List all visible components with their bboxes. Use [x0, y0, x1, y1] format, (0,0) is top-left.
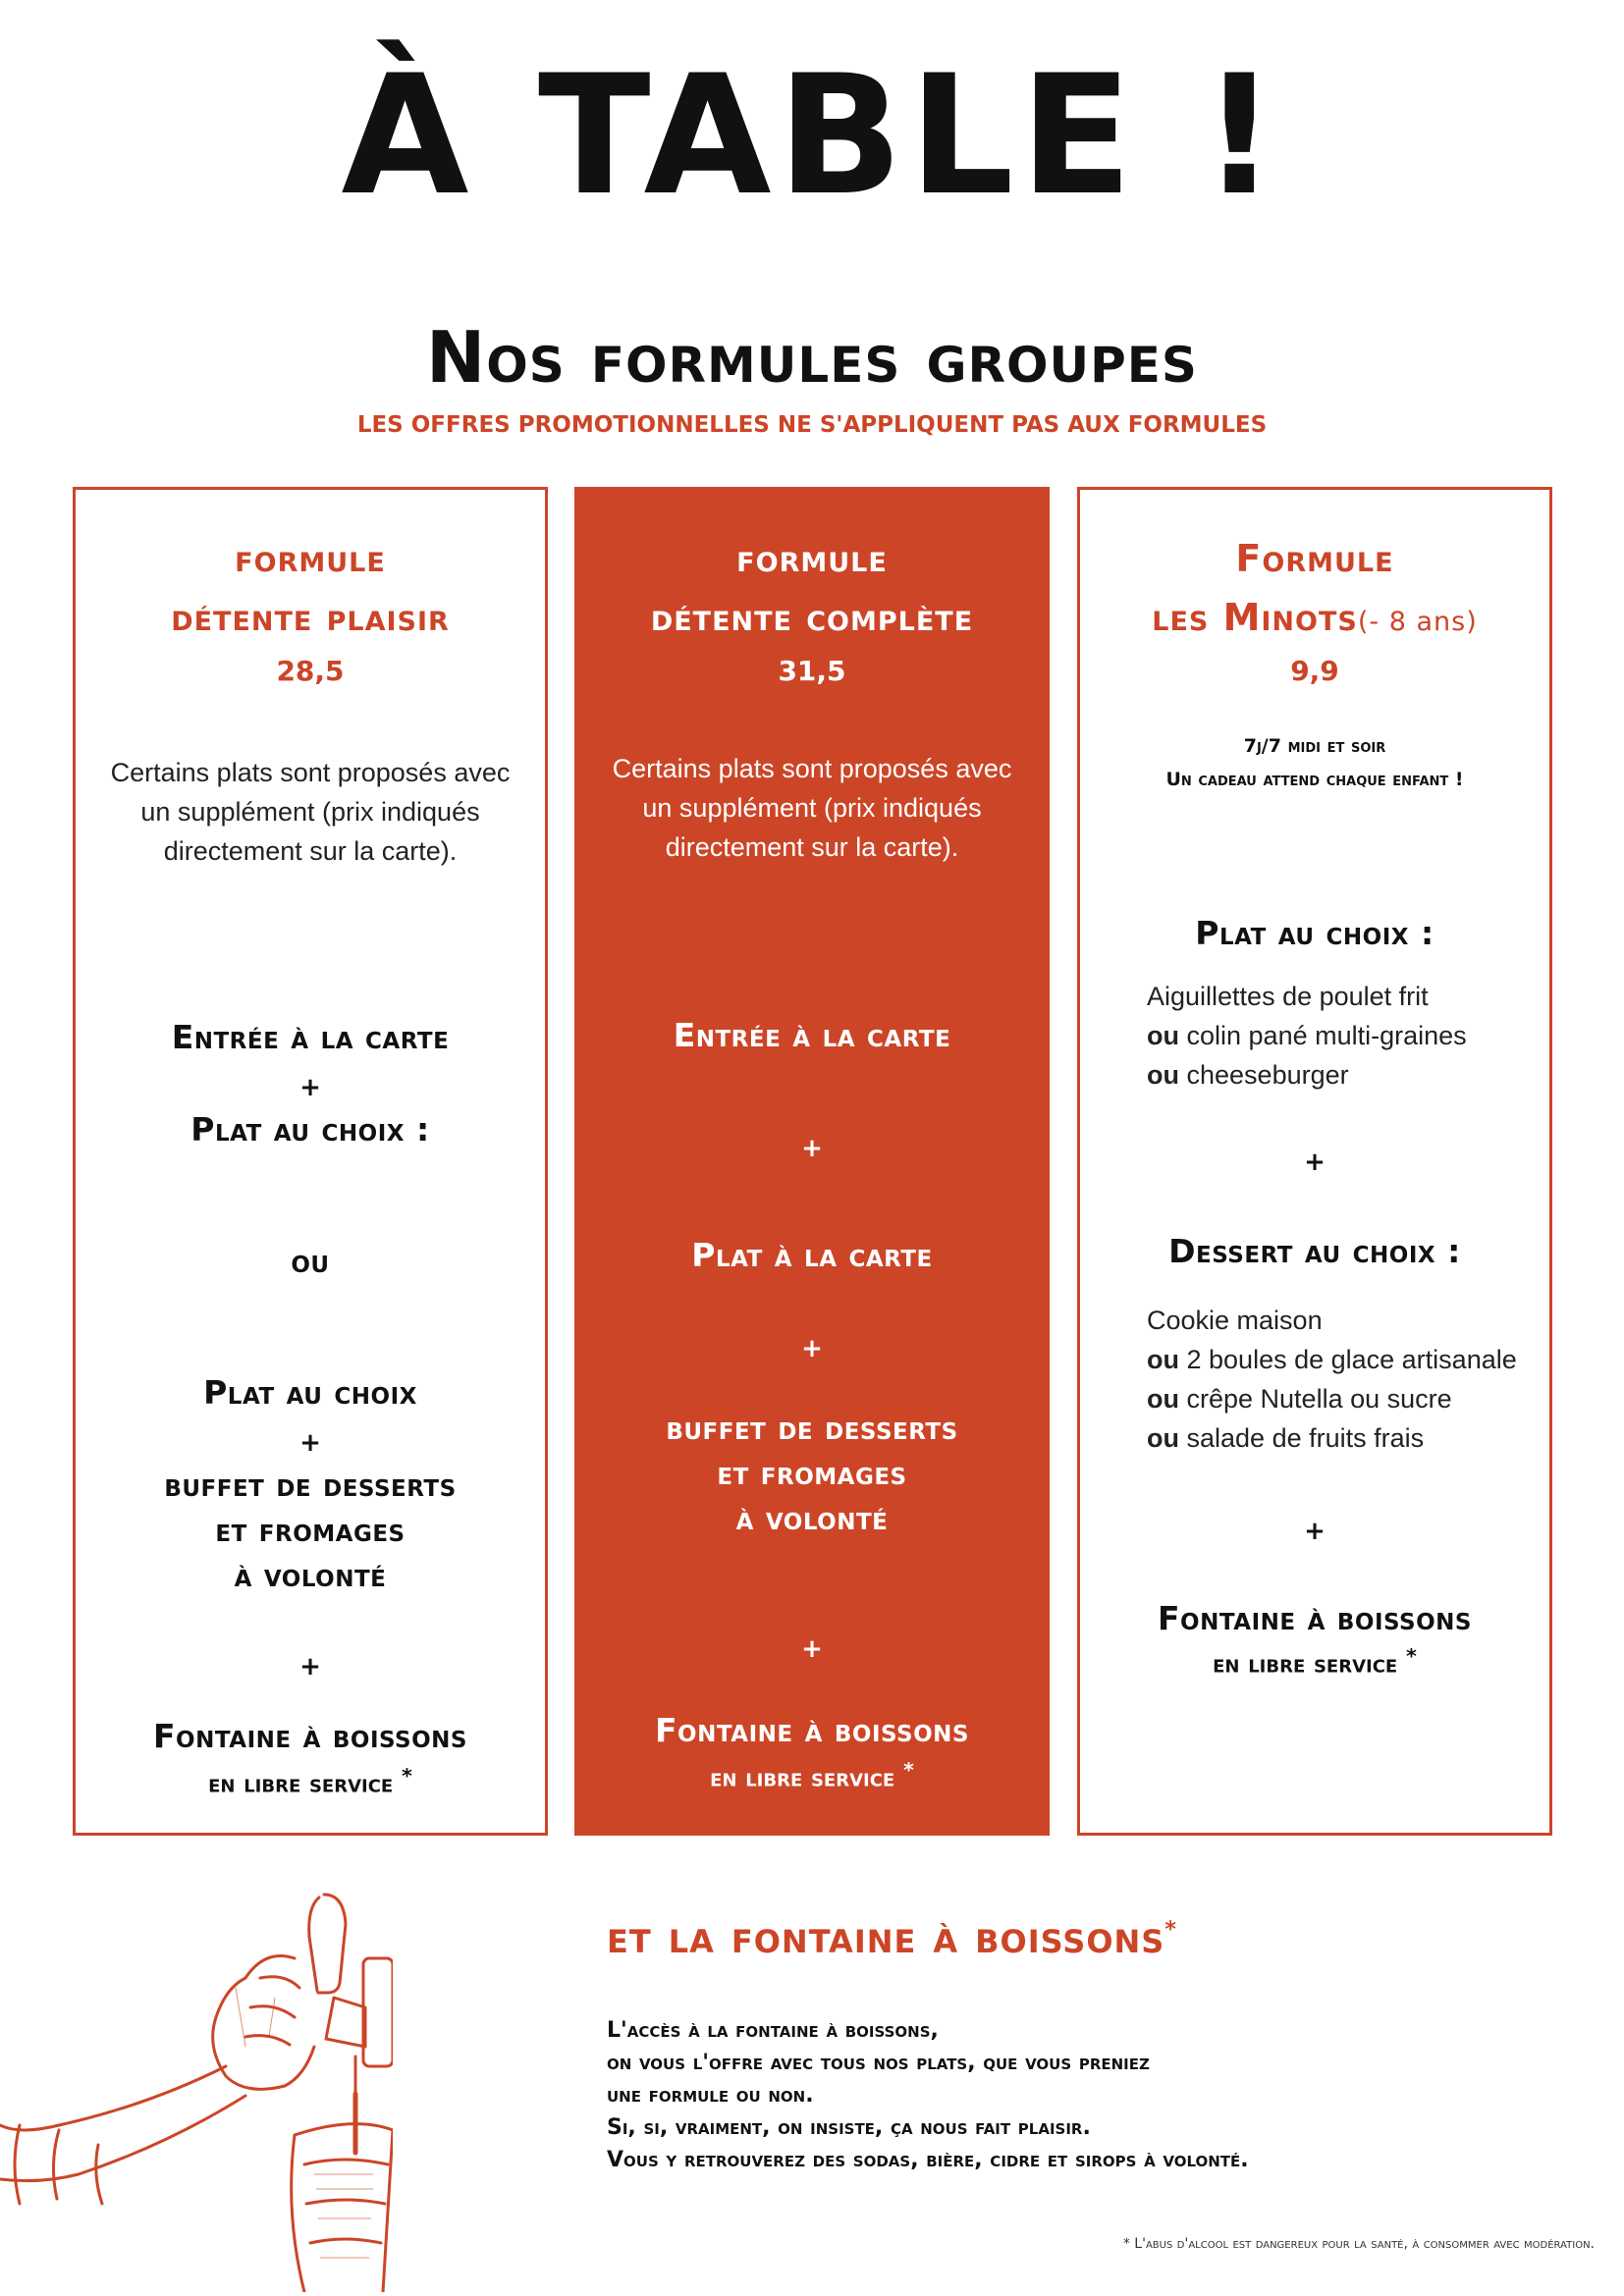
- list-item: ou cheeseburger: [1147, 1060, 1349, 1090]
- gift-info: Un cadeau attend chaque enfant !: [1165, 769, 1464, 790]
- entree-heading: Entrée à la carte: [673, 1016, 951, 1054]
- plat-options-list: [1147, 977, 1467, 1095]
- libre-service-label: en libre service *: [1213, 1644, 1417, 1679]
- plat-heading: Plat au choix :: [1195, 914, 1435, 952]
- list-item: ou 2 boules de glace artisanale: [1147, 1345, 1517, 1374]
- list-item: ou crêpe Nutella ou sucre: [1147, 1384, 1452, 1414]
- buffet-line: à volonté: [735, 1499, 889, 1537]
- card-note-line: directement sur la carte).: [163, 836, 458, 866]
- card-title-line1: formule: [235, 537, 386, 580]
- buffet-line: à volonté: [234, 1556, 387, 1594]
- plus-sign: +: [801, 1634, 823, 1664]
- section-subtitle: LES OFFRES PROMOTIONNELLES NE S'APPLIQUENT PAS AUX FORMULES: [356, 412, 1268, 438]
- fontaine-heading: Fontaine à boissons: [153, 1717, 467, 1755]
- card-detente-plaisir: [73, 487, 548, 1836]
- section-title: Nos formules groupes: [426, 316, 1198, 399]
- alcohol-disclaimer: * L'abus d'alcool est dangereux pour la santé, à consommer avec modération.: [1122, 2236, 1595, 2252]
- plus-sign: +: [299, 1652, 321, 1682]
- plus-sign: +: [801, 1334, 823, 1363]
- card-les-minots: [1077, 487, 1552, 1836]
- plus-sign: +: [1304, 1148, 1326, 1177]
- age-limit: (- 8 ans): [1357, 607, 1478, 637]
- libre-service-label: en libre service *: [710, 1758, 914, 1792]
- card-detente-complete: [574, 487, 1050, 1836]
- card-price: 9,9: [1290, 655, 1339, 687]
- entree-heading: Entrée à la carte: [171, 1018, 450, 1056]
- card-note-line: un supplément (prix indiqués: [140, 797, 480, 827]
- card-title-line2: les Minots(- 8 ans): [1152, 596, 1478, 639]
- card-title-line1: Formule: [1235, 537, 1394, 580]
- libre-service-label: en libre service *: [208, 1764, 412, 1798]
- list-item: ou colin pané multi-graines: [1147, 1021, 1467, 1050]
- card-note-line: Certains plats sont proposés avec: [612, 754, 1012, 783]
- fontaine-heading: Fontaine à boissons: [655, 1711, 969, 1749]
- card-note-line: Certains plats sont proposés avec: [110, 758, 511, 787]
- asterisk: *: [902, 1758, 914, 1782]
- text-line: une formule ou non.: [607, 2083, 814, 2108]
- card-price: 31,5: [778, 655, 846, 687]
- plat-heading: Plat à la carte: [691, 1236, 933, 1274]
- asterisk: *: [1405, 1644, 1417, 1668]
- text-line: on vous l'offre avec tous nos plats, que vous preniez: [607, 2051, 1150, 2075]
- text-line: Vous y retrouverez des sodas, bière, cidre et sirops à volonté.: [607, 2148, 1249, 2172]
- dessert-options-list: [1147, 1301, 1517, 1458]
- card-price: 28,5: [276, 655, 345, 687]
- dessert-heading: Dessert au choix :: [1168, 1232, 1461, 1270]
- plat-heading: Plat au choix: [203, 1373, 417, 1412]
- beer-tap-illustration: [0, 1870, 393, 2292]
- card-title-line2: détente complète: [650, 596, 974, 639]
- plus-sign: +: [1304, 1517, 1326, 1546]
- buffet-line: buffet de desserts: [164, 1466, 457, 1504]
- text-line: L'accès à la fontaine à boissons,: [607, 2018, 939, 2043]
- plat-heading: Plat au choix :: [190, 1110, 430, 1148]
- list-item: Cookie maison: [1147, 1306, 1323, 1335]
- buffet-line: buffet de desserts: [666, 1409, 958, 1447]
- buffet-line: et fromages: [717, 1454, 907, 1492]
- or-separator: ou: [291, 1242, 330, 1280]
- list-item: ou salade de fruits frais: [1147, 1423, 1425, 1453]
- fontaine-heading: Fontaine à boissons: [1158, 1599, 1472, 1637]
- asterisk: *: [1164, 1917, 1177, 1943]
- card-title-line1: formule: [736, 537, 888, 580]
- buffet-line: et fromages: [215, 1511, 406, 1549]
- fontaine-section-title: et la fontaine à boissons*: [607, 1910, 1177, 1963]
- card-note-line: directement sur la carte).: [665, 832, 959, 862]
- plus-sign: +: [801, 1134, 823, 1163]
- fontaine-section-text: [607, 2014, 1249, 2176]
- plus-sign: +: [299, 1428, 321, 1458]
- card-title-line2: détente plaisir: [171, 596, 450, 639]
- asterisk: *: [401, 1764, 412, 1788]
- card-note-line: un supplément (prix indiqués: [642, 793, 982, 823]
- list-item: Aiguillettes de poulet frit: [1147, 982, 1429, 1011]
- text-line: Si, si, vraiment, on insiste, ça nous fait plaisir.: [607, 2115, 1091, 2140]
- schedule-info: 7j/7 midi et soir: [1243, 735, 1386, 757]
- main-title: À TABLE !: [341, 39, 1283, 232]
- plus-sign: +: [299, 1073, 321, 1102]
